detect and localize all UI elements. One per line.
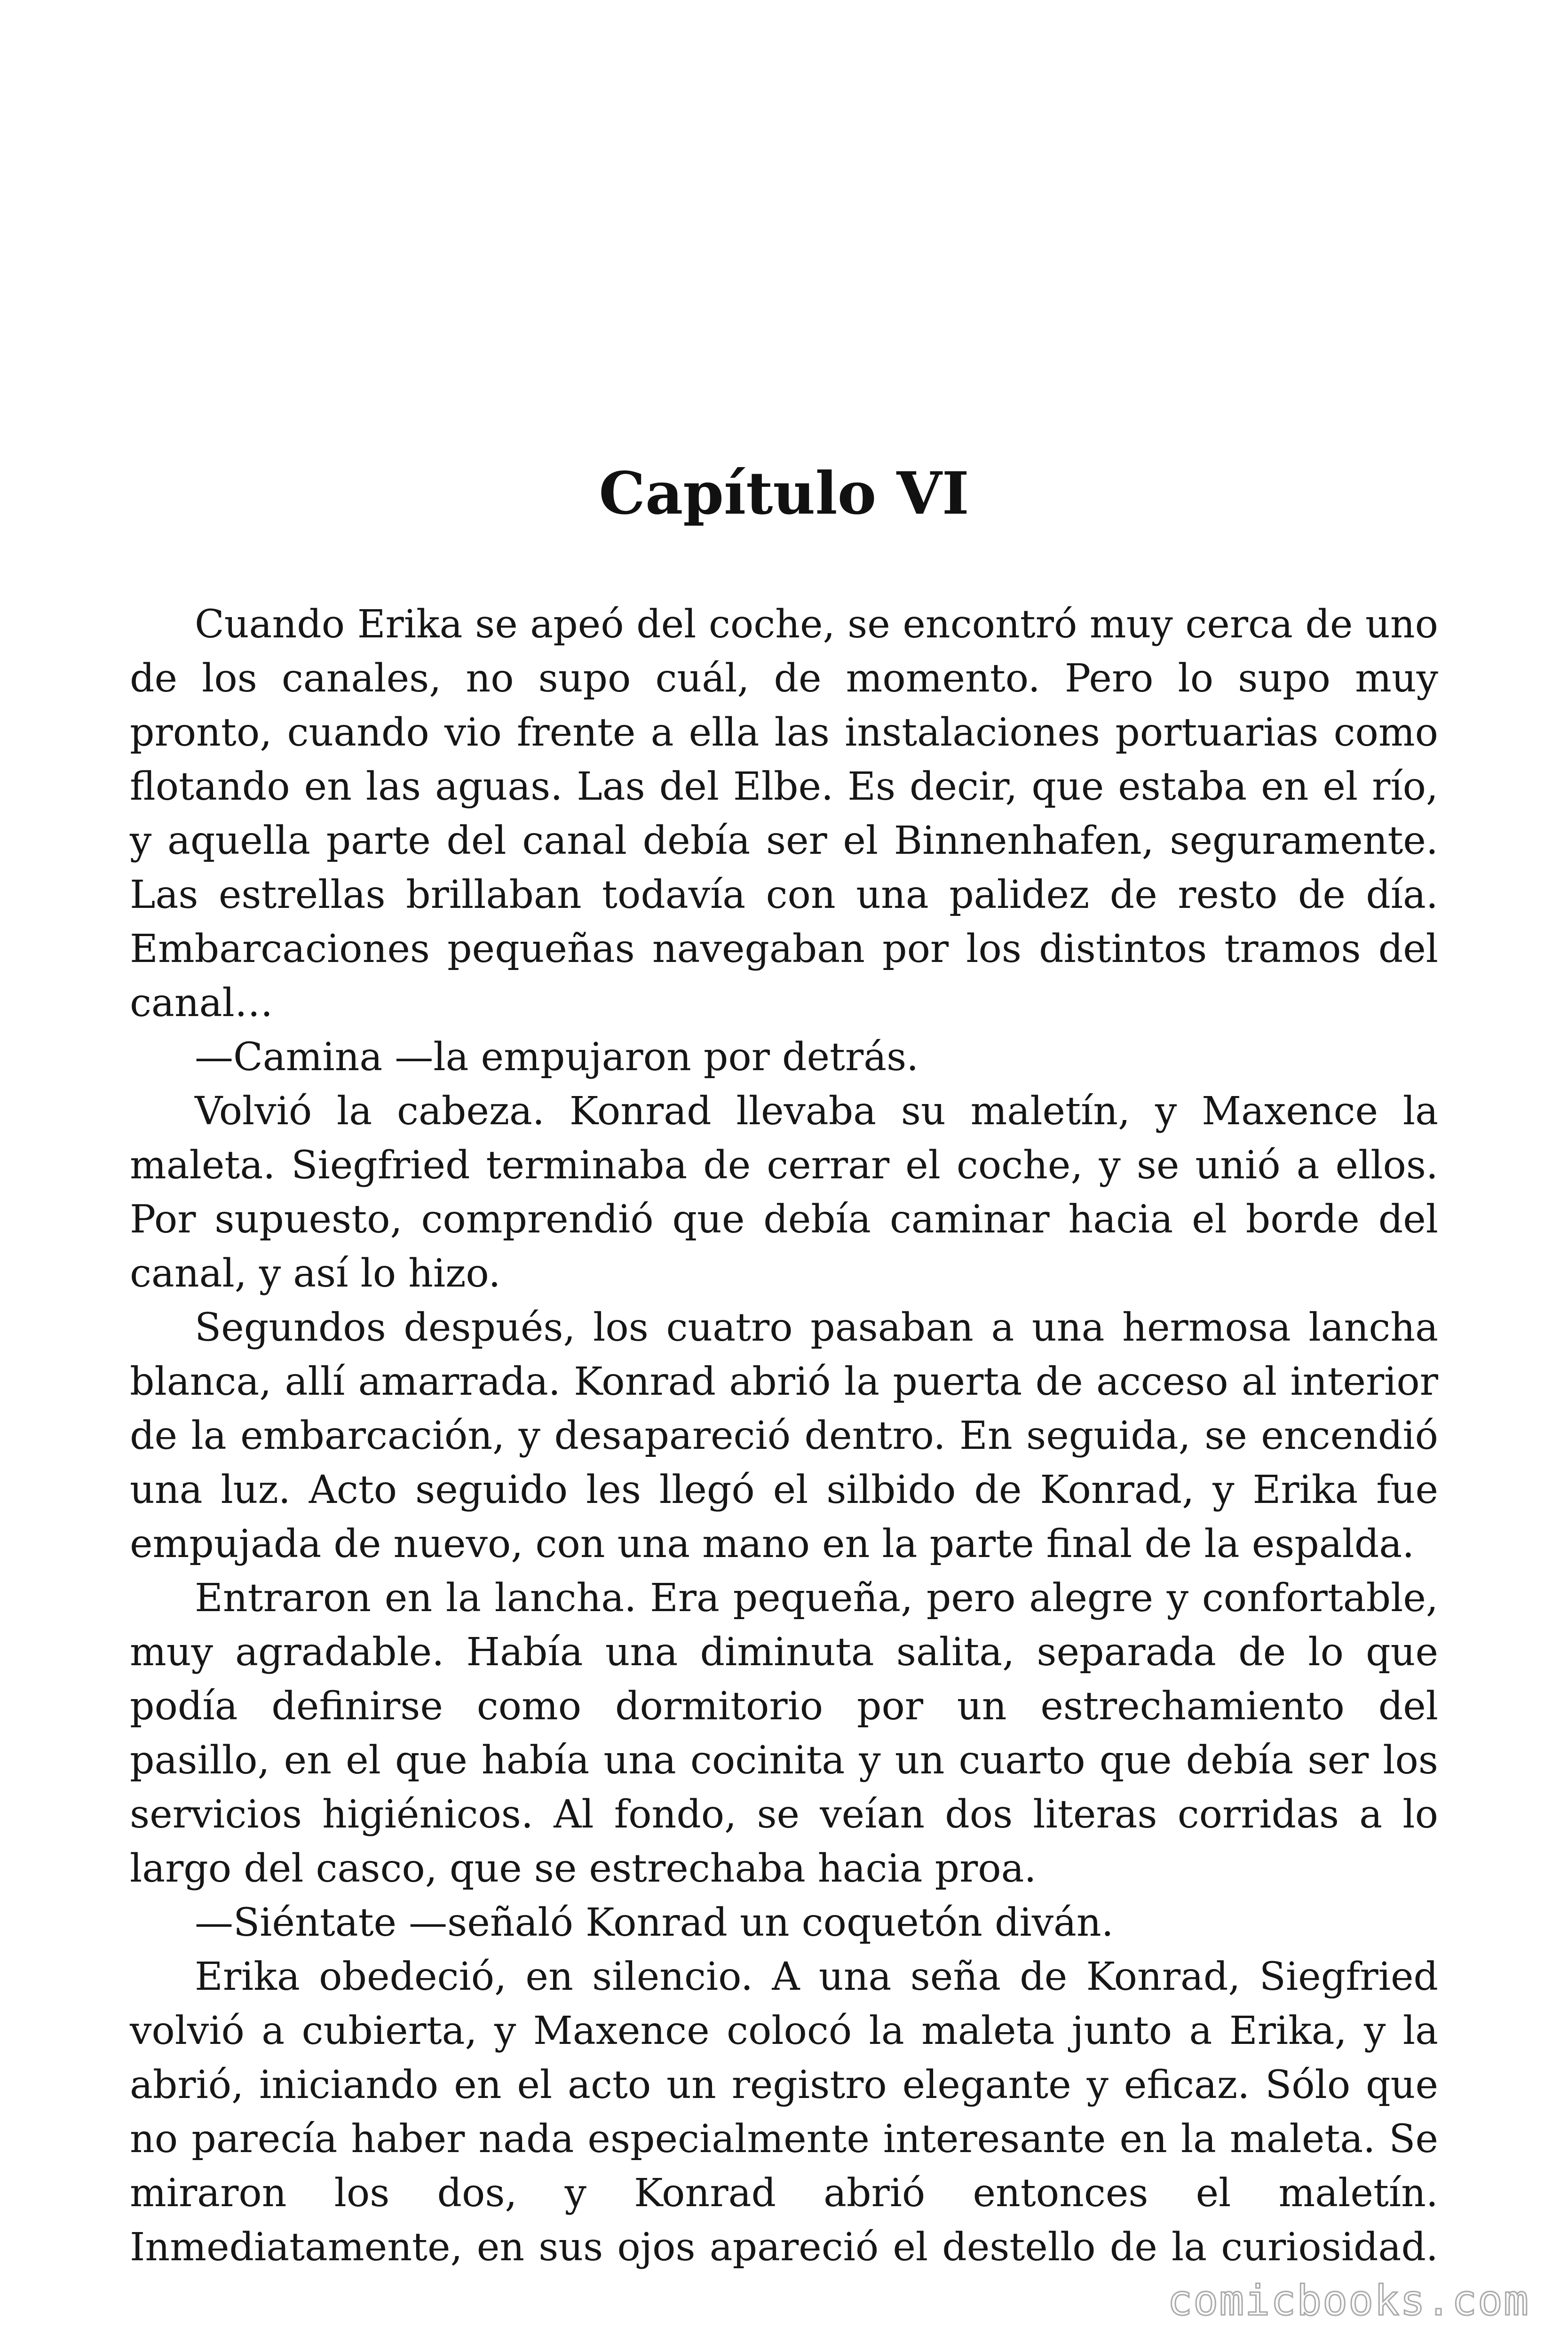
paragraph: Erika obedeció, en silencio. A una seña de Konrad, Siegfried volvió a cubierta, y Maxence colocó la maleta junto a Erika, y la abrió, iniciando en el acto un registro elegante y eficaz. Sólo que no parecía haber nada especialmente interesante en la maleta. Se miraron los dos, y Konrad abrió entonces el maletín. Inmediatamente, en sus ojos apareció el destello de la curiosidad. [130,1955,1438,2270]
paragraph: —Camina —la empujaron por detrás. [195,1035,919,1080]
paragraph: Cuando Erika se apeó del coche, se encontró muy cerca de uno de los canales, no supo cuál, de momento. Pero lo supo muy pronto, cuando vio frente a ella las instalaciones portuarias como flotando en las aguas. Las del Elbe. Es decir, que estaba en el río, y aquella parte del canal debía ser el Binnenhafen, seguramente. Las estrellas brillaban todavía con una palidez de resto de día. Embarcaciones pequeñas navegaban por los distintos tramos del canal… [130,602,1438,1025]
chapter-title: Capítulo VI [599,460,969,528]
paragraph: —Siéntate —señaló Konrad un coquetón diván. [195,1900,1114,1945]
chapter-body [130,597,1438,2274]
paragraph: Segundos después, los cuatro pasaban a una hermosa lancha blanca, allí amarrada. Konrad abrió la puerta de acceso al interior de la embarcación, y desapareció dentro. En seguida, se encendió una luz. Acto seguido les llegó el silbido de Konrad, y Erika fue empujada de nuevo, con una mano en la parte final de la espalda. [130,1305,1438,1566]
paragraph: Volvió la cabeza. Konrad llevaba su maletín, y Maxence la maleta. Siegfried terminaba de cerrar el coche, y se unió a ellos. Por supuesto, comprendió que debía caminar hacia el borde del canal, y así lo hizo. [130,1089,1438,1296]
watermark: comicbooks.com [1167,2276,1529,2325]
paragraph: Entraron en la lancha. Era pequeña, pero alegre y confortable, muy agradable. Había una diminuta salita, separada de lo que podía definirse como dormitorio por un estrechamiento del pasillo, en el que había una cocinita y un cuarto que debía ser los servicios higiénicos. Al fondo, se veían dos literas corridas a lo largo del casco, que se estrechaba hacia proa. [130,1576,1438,1891]
